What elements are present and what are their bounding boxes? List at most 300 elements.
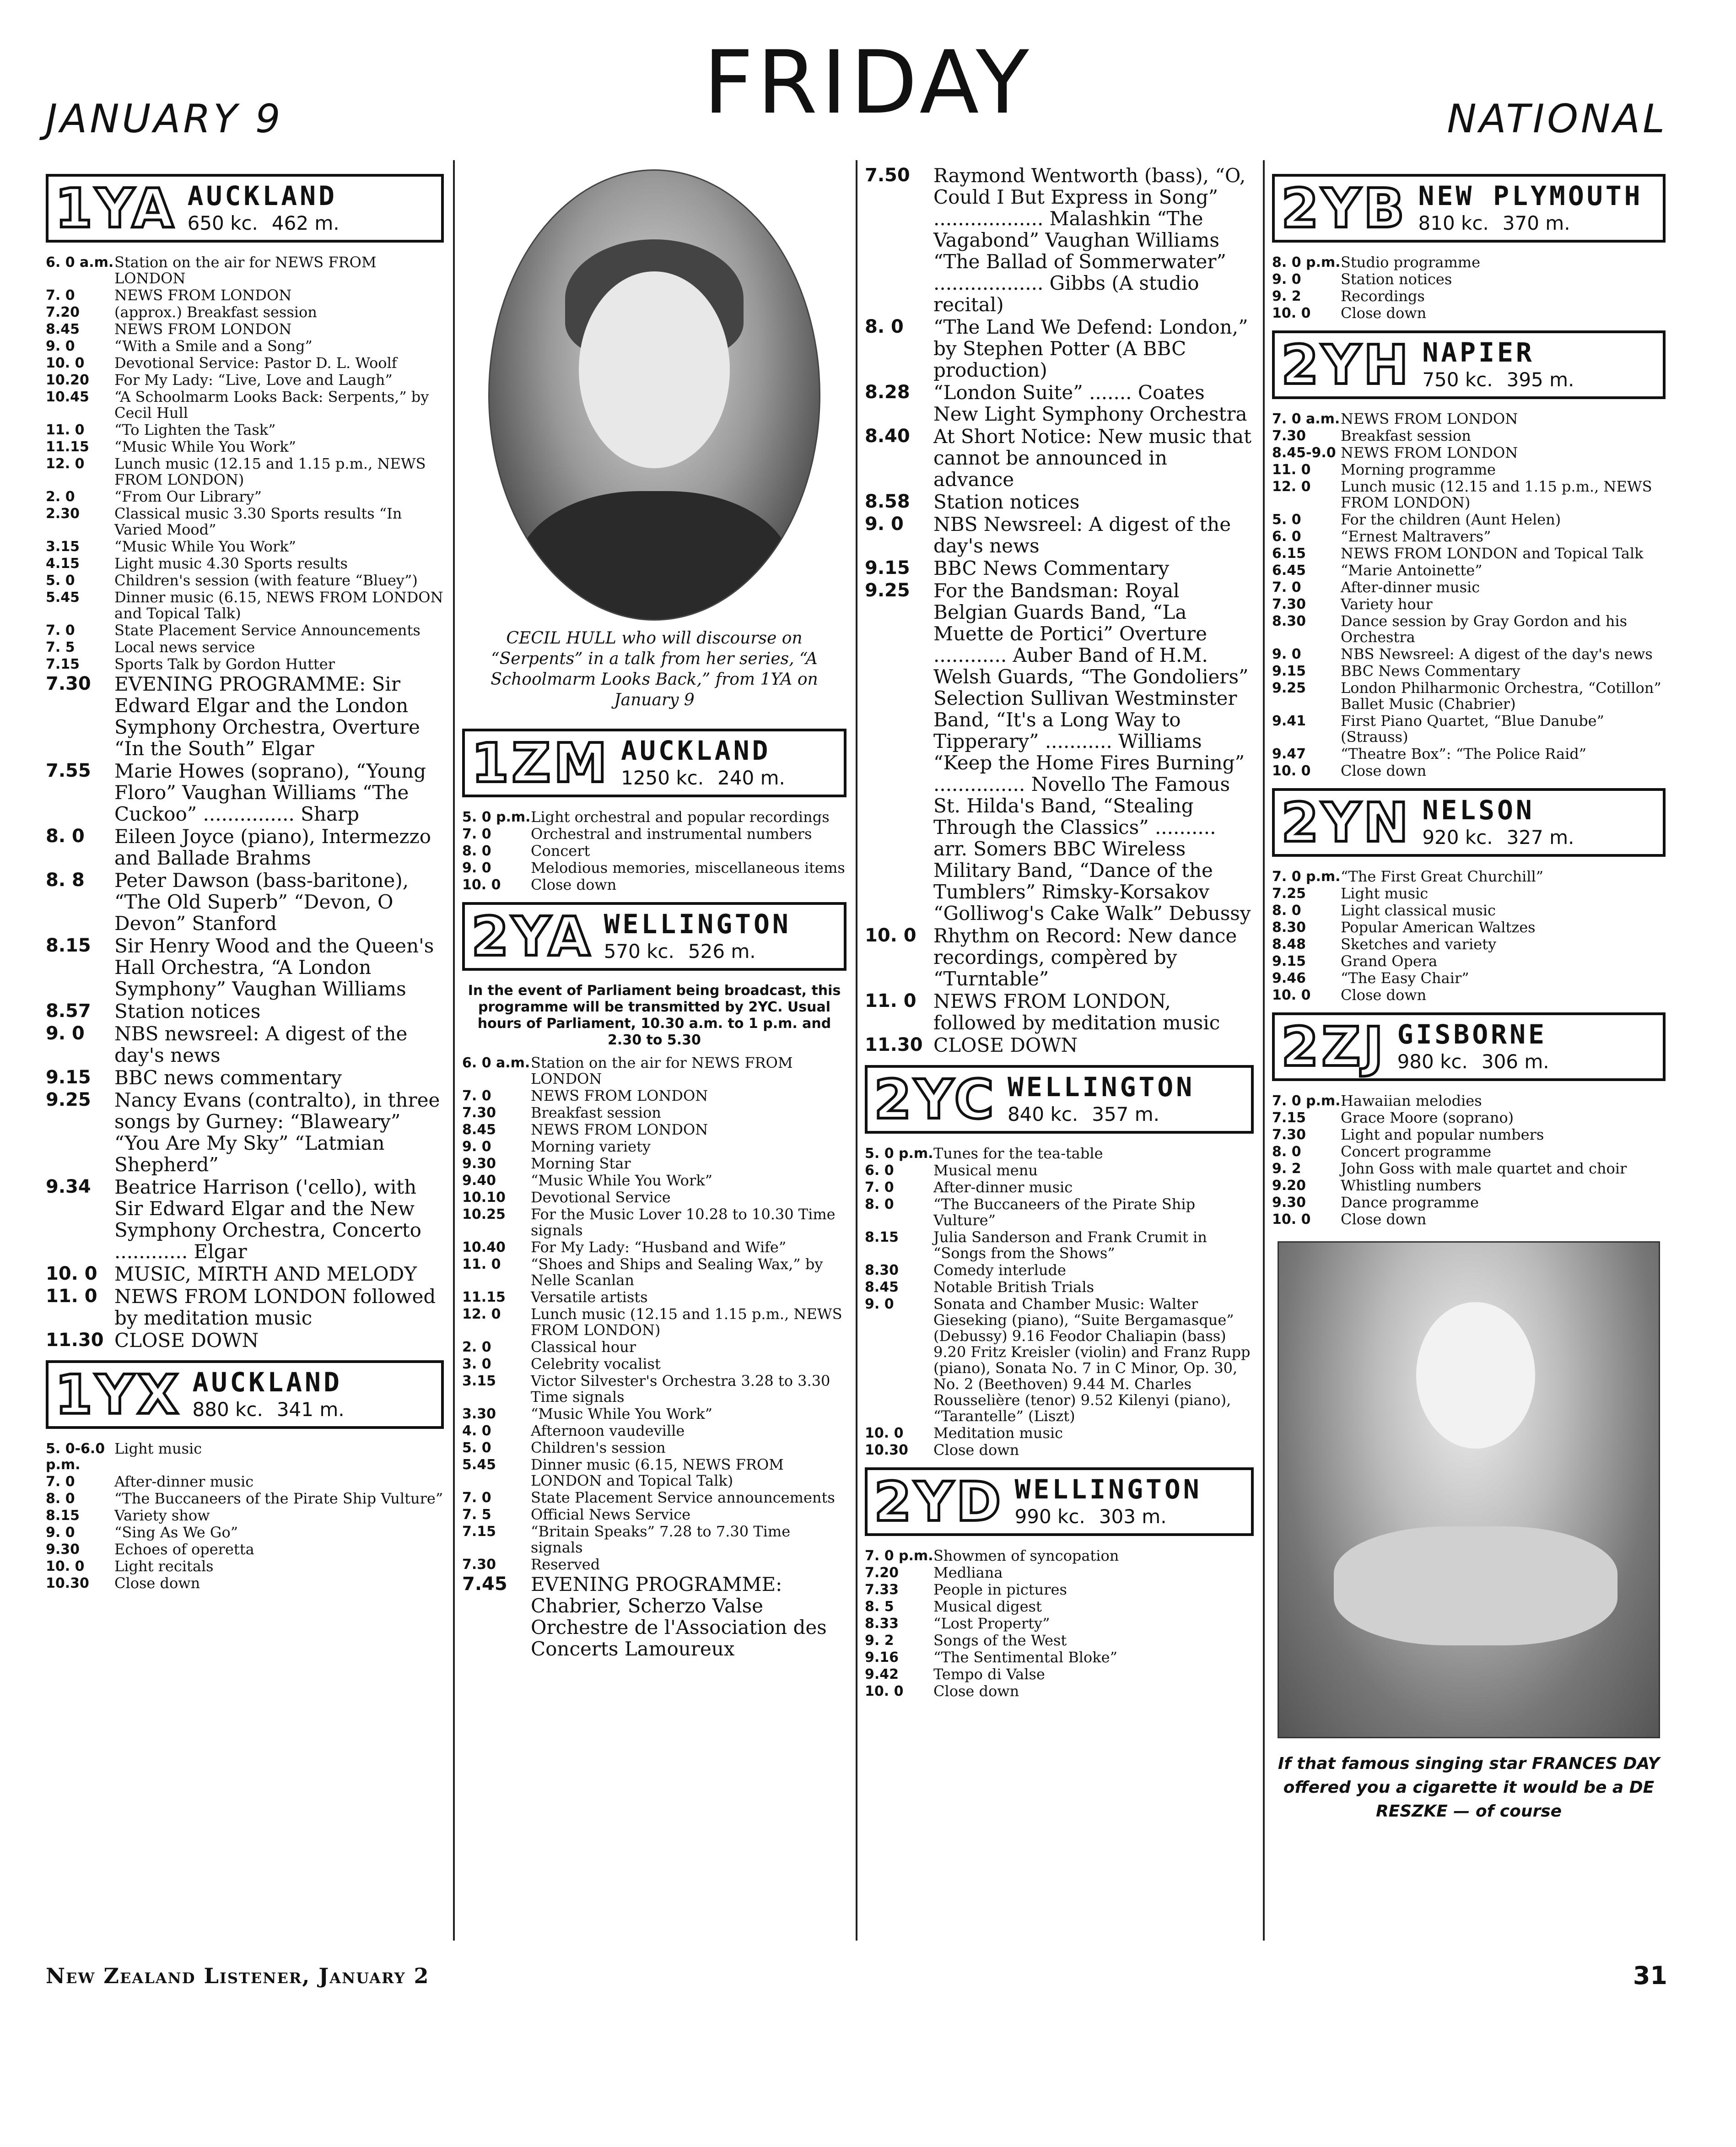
station-banner-2yd [865,1467,1254,1536]
programme-item [865,557,1254,579]
schedule-time: 8. 0 p.m. [1272,254,1341,270]
advertisement-text: If that famous singing star FRANCES DAY offered you a cigarette it would be a DE RESZKE — of course [1278,1754,1660,1821]
schedule-time: 12. 0 [46,456,85,472]
schedule-time: 11.15 [46,439,89,455]
schedule-item [1272,254,1666,270]
schedule-description: NBS Newsreel: A digest of the day's news [1341,645,1653,663]
schedule-description: After-dinner music [1341,579,1480,596]
schedule-time: 10. 0 [865,925,917,946]
schedule-description: EVENING PROGRAMME: Sir Edward Elgar and the London Symphony Orchestra, Overture “In the South” Elgar [114,673,420,760]
schedule-description: Grand Opera [1341,952,1438,970]
programme-item [865,990,1254,1033]
schedule-time: 9. 0 [1272,646,1301,662]
schedule-item [46,372,444,388]
schedule-item [1272,680,1666,712]
schedule-time: 10.25 [462,1206,506,1222]
schedule-description: BBC News Commentary [933,557,1170,579]
schedule-item [46,1441,444,1473]
schedule-description: Morning variety [531,1138,651,1155]
schedule-time: 10.45 [46,389,89,405]
header-day: FRIDAY [703,32,1033,133]
schedule-description: NEWS FROM LONDON [1341,444,1518,461]
schedule-description: Versatile artists [531,1288,648,1306]
station-city: NEW PLYMOUTH [1418,180,1643,211]
schedule-item [865,1616,1254,1632]
portrait-photo [488,169,820,621]
frequency: 880 kc. [192,1398,263,1421]
schedule-item [462,1306,846,1338]
schedule-time: 7. 0 [46,287,75,303]
schedule-description: After-dinner music [933,1179,1073,1196]
callsign: 2ZJ [1281,1015,1386,1078]
schedule-item [46,338,444,354]
programme-item [462,1574,846,1660]
schedule-description: “To Lighten the Task” [114,421,276,438]
schedule-item [865,1633,1254,1649]
schedule-description: Whistling numbers [1341,1177,1482,1194]
schedule-time: 8.15 [46,935,91,956]
schedule-time: 7. 0 p.m. [865,1548,933,1564]
schedule-description: NEWS FROM LONDON and Topical Talk [1341,545,1644,562]
schedule-time: 11. 0 [865,990,917,1011]
schedule-time: 12. 0 [462,1306,501,1322]
schedule-time: 6.15 [1272,546,1306,562]
schedule-time: 9. 0 [865,1296,894,1312]
frequency: 840 kc. [1007,1103,1078,1125]
schedule-item [1272,869,1666,885]
evening-programme [462,1574,846,1660]
schedule-description: EVENING PROGRAMME: Chabrier, Scherzo Valse Orchestre de l'Association des Concerts Lamoureux [531,1573,827,1660]
schedule-time: 9.15 [1272,663,1306,679]
schedule-item [1272,1110,1666,1126]
schedule-description: Close down [114,1574,200,1592]
schedule-item [865,1666,1254,1682]
schedule-time: 8.45 [46,321,80,337]
schedule-item [865,1296,1254,1424]
schedule-time: 9. 0 [46,1023,85,1044]
programme-item [46,1176,444,1262]
frequency: 810 kc. [1418,211,1489,234]
schedule-list [1272,411,1666,779]
schedule-time: 7. 0 p.m. [1272,869,1341,885]
schedule-time: 7.30 [46,673,91,694]
schedule-item [1272,1093,1666,1109]
schedule-description: London Philharmonic Orchestra, “Cotillon” Ballet Music (Chabrier) [1341,679,1661,713]
callsign: 1ZM [471,731,610,795]
schedule-time: 10. 0 [46,1558,85,1574]
schedule-description: Variety show [114,1507,210,1524]
schedule-time: 8.57 [46,1000,91,1022]
schedule-item [46,573,444,589]
schedule-time: 7.20 [865,1565,899,1581]
schedule-time: 8. 5 [865,1599,894,1615]
schedule-item [46,1474,444,1490]
schedule-description: MUSIC, MIRTH AND MELODY [114,1263,417,1285]
schedule-item [462,1156,846,1172]
schedule-item [46,489,444,505]
callsign: 2YA [471,905,593,968]
schedule-item [462,1088,846,1104]
schedule-item [462,1055,846,1087]
schedule-time: 5. 0 p.m. [865,1146,933,1162]
schedule-time: 3.15 [462,1373,496,1389]
schedule-time: 9.15 [1272,953,1306,969]
station-city: AUCKLAND [192,1366,342,1398]
schedule-time: 5.45 [462,1457,496,1473]
schedule-description: Notable British Trials [933,1278,1094,1296]
header-network: NATIONAL [1447,96,1667,142]
schedule-description: Afternoon vaudeville [531,1422,685,1439]
schedule-description: Dance session by Gray Gordon and his Orchestra [1341,612,1628,646]
schedule-description: Light recitals [114,1558,214,1575]
schedule-item [46,1541,444,1558]
schedule-item [462,1239,846,1255]
schedule-time: 8.15 [865,1229,899,1245]
programme-item [865,382,1254,425]
schedule-description: For the children (Aunt Helen) [1341,511,1561,528]
schedule-time: 10.30 [46,1575,89,1591]
schedule-time: 3.15 [46,539,80,555]
schedule-time: 9.20 [1272,1178,1306,1194]
schedule-time: 7.15 [462,1524,496,1540]
schedule-item [1272,445,1666,461]
column-4 [1272,165,1666,1823]
schedule-item [46,422,444,438]
schedule-description: At Short Notice: New music that cannot be announced in advance [933,425,1251,491]
schedule-description: Classical hour [531,1338,636,1356]
schedule-time: 7.30 [1272,596,1306,612]
station-city: WELLINGTON [1007,1071,1195,1103]
schedule-time: 7. 5 [462,1507,491,1523]
programme-item [46,1330,444,1351]
schedule-time: 9.34 [46,1176,91,1197]
callsign: 2YB [1281,177,1407,240]
schedule-description: Children's session (with feature “Bluey”) [114,572,418,589]
schedule-time: 11. 0 [46,1286,97,1307]
schedule-time: 9.15 [46,1067,91,1088]
schedule-description: Station notices [1341,270,1452,288]
schedule-time: 4. 0 [462,1423,491,1439]
programme-item [46,826,444,869]
schedule-item [865,1548,1254,1564]
schedule-description: Tunes for the tea-table [933,1145,1103,1162]
schedule-time: 9.30 [462,1156,496,1172]
schedule-time: 7. 0 [1272,579,1301,595]
schedule-description: Musical menu [933,1162,1038,1179]
photo-caption: CECIL HULL who will discourse on “Serpents” in a talk from her series, “A Schoolmarm Looks Back,” from 1YA on January 9 [491,629,818,709]
schedule-item [462,1206,846,1238]
schedule-time: 9. 0 [462,860,491,876]
station-banner-1ya [46,174,444,243]
schedule-item [462,1373,846,1405]
programme-item [865,316,1254,381]
programme-item [46,870,444,934]
schedule-time: 8.28 [865,382,910,403]
schedule-time: 2. 0 [46,489,75,505]
schedule-item [1272,646,1666,662]
schedule-time: 10.10 [462,1190,506,1206]
schedule-item [46,506,444,538]
schedule-time: 10. 0 [46,355,85,371]
schedule-item [462,1122,846,1138]
schedule-list [1272,869,1666,1003]
schedule-item [46,1575,444,1591]
schedule-description: Official News Service [531,1506,691,1523]
schedule-time: 8. 0 [46,826,85,847]
schedule-item [865,1229,1254,1261]
schedule-time: 3. 0 [462,1356,491,1372]
schedule-time: 5. 0-6.0 p.m. [46,1441,105,1473]
schedule-time: 5. 0 [46,573,75,589]
schedule-description: Light music [114,1440,202,1457]
schedule-time: 7.30 [1272,1127,1306,1143]
schedule-list [1272,254,1666,321]
station-banner-2yb [1272,174,1666,243]
frequency: 570 kc. [604,940,674,963]
schedule-item [1272,428,1666,444]
schedule-description: Echoes of operetta [114,1541,254,1558]
schedule-item [462,843,846,859]
schedule-description: “The First Great Churchill” [1341,868,1544,885]
schedule-description: Close down [933,1682,1019,1700]
schedule-item [1272,1178,1666,1194]
station-city: NELSON [1422,794,1535,826]
schedule-item [46,656,444,672]
schedule-description: NEWS FROM LONDON followed by meditation music [114,1285,436,1329]
schedule-time: 5. 0 p.m. [462,809,531,825]
schedule-description: Marie Howes (soprano), “Young Floro” Vaughan Williams “The Cuckoo” ............... Sharp [114,760,426,825]
footer-publication: New Zealand Listener, January 2 [46,1963,430,1988]
wavelength: 240 m. [717,766,785,789]
schedule-description: After-dinner music [114,1473,254,1490]
schedule-list [46,1441,444,1591]
wavelength: 370 m. [1502,211,1570,234]
schedule-time: 10. 0 [46,1263,97,1284]
schedule-time: 10. 0 [1272,987,1311,1003]
schedule-item [462,1507,846,1523]
schedule-description: Showmen of syncopation [933,1547,1119,1564]
schedule-item [462,1190,846,1206]
schedule-item [1272,512,1666,528]
schedule-description: Breakfast session [531,1104,661,1121]
schedule-description: Medliana [933,1564,1003,1581]
schedule-time: 9.47 [1272,746,1306,762]
schedule-item [462,1173,846,1189]
schedule-item [1272,546,1666,562]
column-3 [865,165,1254,1700]
schedule-description: Hawaiian melodies [1341,1092,1482,1109]
station-city: AUCKLAND [187,180,337,211]
schedule-description: Sonata and Chamber Music: Walter Gieseking (piano), “Suite Bergamasque” (Debussy) 9.16 Feodor Chaliapin (bass) 9.20 Fritz Kreisler (violin) and Franz Rupp (piano), Sonata No. 7 in C Minor, Op. 30, No. 2 (Beethoven) 9.44 M. Charles Rousselière (tenor) 9.52 Kilenyi (piano), “Tarantelle” (Liszt) [933,1295,1251,1425]
schedule-description: “Sing As We Go” [114,1524,238,1541]
schedule-description: BBC News Commentary [1341,662,1520,680]
schedule-list [462,809,846,893]
evening-programme-continued [865,165,1254,1056]
schedule-time: 6. 0 [1272,529,1301,545]
programme-item [46,935,444,1000]
schedule-item [462,809,846,825]
schedule-description: Light orchestral and popular recordings [531,808,830,826]
schedule-time: 8.30 [865,1262,899,1278]
schedule-description: “Music While You Work” [114,538,296,555]
wavelength: 462 m. [271,211,340,234]
schedule-item [462,1406,846,1422]
schedule-time: 9.25 [46,1089,91,1110]
schedule-item [1272,919,1666,936]
schedule-time: 6. 0 a.m. [46,254,114,270]
station-banner-1zm [462,729,846,797]
programme-item [46,673,444,759]
schedule-time: 2. 0 [462,1339,491,1355]
schedule-time: 11.15 [462,1289,506,1305]
schedule-item [462,1356,846,1372]
schedule-description: Lunch music (12.15 and 1.15 p.m., NEWS FROM LONDON) [1341,478,1652,511]
schedule-item [462,826,846,842]
schedule-time: 7. 0 [46,1474,75,1490]
schedule-description: For My Lady: “Husband and Wife” [531,1238,787,1256]
programme-item [46,1286,444,1329]
schedule-description: Dinner music (6.15, NEWS FROM LONDON and Topical Talk) [114,589,443,622]
schedule-item [46,254,444,287]
schedule-description: Melodious memories, miscellaneous items [531,859,845,876]
schedule-description: Dinner music (6.15, NEWS FROM LONDON and Topical Talk) [531,1456,784,1489]
schedule-description: “The Land We Defend: London,” by Stephen Potter (A BBC production) [933,316,1248,381]
schedule-description: NEWS FROM LONDON [1341,410,1518,427]
schedule-time: 7. 0 [46,622,75,638]
schedule-description: Popular American Waltzes [1341,919,1536,936]
schedule-time: 8.48 [1272,936,1306,952]
schedule-description: NEWS FROM LONDON, followed by meditation music [933,990,1220,1034]
callsign: 1YX [55,1363,182,1426]
schedule-description: Grace Moore (soprano) [1341,1109,1514,1126]
schedule-description: Lunch music (12.15 and 1.15 p.m., NEWS FROM LONDON) [114,455,426,488]
page-number: 31 [1633,1961,1667,1990]
frequency: 650 kc. [187,211,258,234]
schedule-item [1272,411,1666,427]
schedule-description: “Shoes and Ships and Sealing Wax,” by Nelle Scanlan [531,1255,823,1289]
schedule-description: Station on the air for NEWS FROM LONDON [531,1054,793,1087]
schedule-description: Concert programme [1341,1143,1492,1160]
schedule-time: 11. 0 [46,422,85,438]
programme-item [46,1067,444,1088]
schedule-time: 10.40 [462,1239,506,1255]
schedule-time: 8.30 [1272,919,1306,936]
schedule-time: 3.30 [462,1406,496,1422]
schedule-description: First Piano Quartet, “Blue Danube” (Strauss) [1341,712,1604,746]
schedule-item [1272,903,1666,919]
wavelength: 327 m. [1506,826,1574,849]
schedule-description: State Placement Service announcements [531,1489,835,1506]
schedule-description: Station on the air for NEWS FROM LONDON [114,254,377,287]
schedule-item [462,1490,846,1506]
schedule-item [462,1339,846,1355]
evening-programme [46,673,444,1351]
schedule-time: 7.15 [1272,1110,1306,1126]
schedule-time: 10. 0 [865,1425,904,1441]
schedule-description: NEWS FROM LONDON [531,1087,708,1104]
schedule-time: 7.25 [1272,886,1306,902]
schedule-description: Morning Star [531,1155,631,1172]
schedule-description: Victor Silvester's Orchestra 3.28 to 3.30 Time signals [531,1372,830,1406]
schedule-item [46,439,444,455]
schedule-item [865,1565,1254,1581]
schedule-description: Local news service [114,638,255,656]
programme-item [865,491,1254,513]
schedule-list [1272,1093,1666,1228]
schedule-item [46,1491,444,1507]
schedule-description: BBC news commentary [114,1066,342,1089]
schedule-description: Station notices [114,1000,261,1022]
schedule-time: 2.30 [46,506,80,522]
wavelength: 526 m. [688,940,756,963]
schedule-time: 11. 0 [1272,462,1311,478]
schedule-description: CLOSE DOWN [933,1034,1078,1056]
schedule-item [46,287,444,303]
schedule-item [462,1256,846,1288]
column-2 [462,165,846,1660]
schedule-item [46,589,444,622]
schedule-description: Rhythm on Record: New dance recordings, compèred by “Turntable” [933,925,1237,990]
schedule-time: 9.15 [865,557,910,579]
schedule-item [1272,886,1666,902]
schedule-description: Sports Talk by Gordon Hutter [114,655,335,673]
schedule-time: 8.45-9.0 [1272,445,1336,461]
schedule-time: 9. 2 [865,1633,894,1649]
station-banner-2zj [1272,1012,1666,1081]
schedule-description: Variety hour [1341,595,1433,613]
schedule-time: 7.55 [46,760,91,781]
schedule-description: Close down [1341,986,1427,1004]
schedule-time: 7. 0 [462,1490,491,1506]
schedule-item [1272,613,1666,645]
schedule-item [1272,953,1666,969]
schedule-item [1272,562,1666,579]
header-date: JANUARY 9 [46,96,283,142]
wavelength: 306 m. [1481,1050,1549,1073]
schedule-time: 8. 8 [46,870,85,891]
schedule-item [46,304,444,320]
schedule-item [1272,936,1666,952]
schedule-item [865,1442,1254,1458]
programme-item [46,760,444,825]
schedule-item [1272,663,1666,679]
schedule-description: Close down [1341,1211,1427,1228]
schedule-item [46,1525,444,1541]
schedule-item [865,1599,1254,1615]
schedule-time: 7.45 [462,1574,507,1595]
schedule-description: Children's session [531,1439,666,1456]
schedule-time: 8.33 [865,1616,899,1632]
schedule-description: “Marie Antoinette” [1341,562,1483,579]
schedule-item [1272,288,1666,304]
schedule-time: 9. 0 [1272,271,1301,287]
wavelength: 303 m. [1099,1505,1167,1528]
schedule-description: Light and popular numbers [1341,1126,1544,1143]
schedule-item [1272,305,1666,321]
schedule-time: 5. 0 [462,1440,491,1456]
schedule-description: Devotional Service: Pastor D. L. Woolf [114,354,397,372]
schedule-time: 7. 0 [865,1179,894,1195]
programme-item [865,426,1254,490]
schedule-item [1272,271,1666,287]
schedule-description: Sketches and variety [1341,936,1497,953]
column-divider [1263,160,1265,1941]
station-banner-2ya [462,902,846,971]
schedule-time: 7. 0 [462,1088,491,1104]
schedule-item [865,1649,1254,1666]
callsign: 1YA [55,177,177,240]
schedule-description: “Ernest Maltravers” [1341,528,1491,545]
